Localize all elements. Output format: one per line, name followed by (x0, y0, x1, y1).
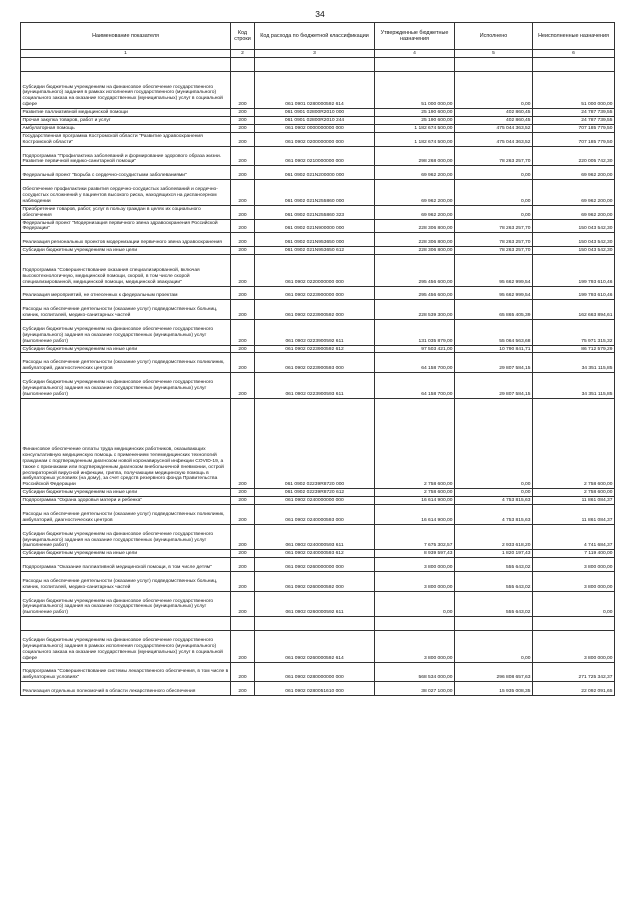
row-classification-cell: 061 0902 0223900592 000 (255, 300, 375, 320)
row-classification-cell: 061 0902 0240000593 612 (255, 550, 375, 558)
row-unexecuted-cell: 150 043 542,30 (533, 219, 615, 233)
row-name-cell: Субсидии бюджетным учреждениям на иные цели (21, 550, 231, 558)
budget-execution-table (20, 22, 615, 696)
row-executed-cell: 555 643,02 (455, 558, 533, 572)
row-approved-cell: 295 456 600,00 (375, 286, 455, 300)
row-approved-cell: 2 758 600,00 (375, 398, 455, 489)
row-classification-cell: 061 0902 021N200000 000 (255, 166, 375, 180)
row-line-code-cell: 200 (231, 124, 255, 132)
row-unexecuted-cell: 150 043 542,30 (533, 233, 615, 247)
row-line-code-cell: 200 (231, 345, 255, 353)
row-unexecuted-cell: 24 787 739,55 (533, 109, 615, 117)
row-classification-cell: 061 0902 0223900592 612 (255, 345, 375, 353)
row-executed-cell: 78 263 257,70 (455, 247, 533, 255)
table-row (21, 124, 615, 132)
row-line-code-cell: 200 (231, 398, 255, 489)
table-row (21, 558, 615, 572)
row-name-cell (21, 617, 231, 631)
row-line-code-cell: 200 (231, 682, 255, 696)
table-row (21, 233, 615, 247)
row-unexecuted-cell: 86 712 579,29 (533, 345, 615, 353)
row-classification-cell: 061 0902 0240000593 611 (255, 524, 375, 550)
row-name-cell: Субсидии бюджетным учреждениям на финансовое обеспечение государственного (муниципального) задания на оказание государственных (муниципальных) услуг (выполнение работ) (21, 591, 231, 617)
row-name-cell: Субсидии бюджетным учреждениям на финансовое обеспечение государственного (муниципального) задания в рамках исполнения государственного (муниципального) социального заказа на оказание государственных (муниципальных) услуг в социальной сфере (21, 71, 231, 108)
row-approved-cell: 298 268 000,00 (375, 146, 455, 166)
row-name-cell: Подпрограмма "Совершенствование системы лекарственного обеспечения, в том числе в амбулаторных условиях" (21, 662, 231, 682)
row-approved-cell (375, 617, 455, 631)
row-name-cell: Финансовое обеспечение оплаты труда медицинских работников, оказывающих консультативную медицинскую помощь с применением телемедицинских технологий гражданам с подтвержденным диагнозом новой коронавирусной инфекции COVID-19, а также с признаками или подтвержденным диагнозом внебольничной пневмонии, острой респираторной вирусной инфекции, гриппа, получающим медицинскую помощь в амбулаторных условиях (на дому), за счет средств резервного фонда Правительства Российской Федерации (21, 398, 231, 489)
row-classification-cell: 061 0902 02239R8720 000 (255, 398, 375, 489)
row-executed-cell: 55 064 563,68 (455, 320, 533, 346)
row-line-code-cell: 200 (231, 505, 255, 525)
row-classification-cell: 061 0902 021N953650 612 (255, 247, 375, 255)
row-executed-cell: 475 044 363,52 (455, 132, 533, 146)
row-approved-cell: 69 962 200,00 (375, 166, 455, 180)
row-name-cell: Субсидии бюджетным учреждениям на иные цели (21, 345, 231, 353)
header-unexecuted: Неисполненные назначения (533, 23, 615, 50)
table-body (21, 58, 615, 696)
row-line-code-cell: 200 (231, 219, 255, 233)
row-classification-cell: 061 0902 0280000000 000 (255, 662, 375, 682)
row-classification-cell (255, 617, 375, 631)
row-executed-cell: 296 808 657,63 (455, 662, 533, 682)
row-approved-cell: 228 306 800,00 (375, 233, 455, 247)
column-number: 3 (255, 50, 375, 58)
row-unexecuted-cell: 3 800 000,00 (533, 572, 615, 592)
row-approved-cell: 51 000 000,00 (375, 71, 455, 108)
row-executed-cell: 78 263 257,70 (455, 233, 533, 247)
row-name-cell: Прочая закупка товаров, работ и услуг (21, 117, 231, 125)
row-name-cell: Федеральный проект "Борьба с сердечно-сосудистыми заболеваниями" (21, 166, 231, 180)
row-unexecuted-cell: 707 185 779,50 (533, 124, 615, 132)
row-unexecuted-cell: 3 800 000,00 (533, 631, 615, 663)
row-name-cell: Субсидии бюджетным учреждениям на финансовое обеспечение государственного (муниципального) задания в рамках исполнения государственного (муниципального) социального заказа на оказание государственных (муниципальных) услуг в социальной сфере (21, 631, 231, 663)
table-row (21, 662, 615, 682)
row-unexecuted-cell: 707 185 779,50 (533, 132, 615, 146)
row-line-code-cell: 200 (231, 180, 255, 206)
column-number: 4 (375, 50, 455, 58)
row-unexecuted-cell: 199 793 610,46 (533, 255, 615, 287)
column-number: 2 (231, 50, 255, 58)
row-classification-cell: 061 0901 02800R2010 244 (255, 117, 375, 125)
row-approved-cell: 64 158 700,00 (375, 353, 455, 373)
row-line-code-cell: 200 (231, 373, 255, 399)
table-row (21, 255, 615, 287)
table-row (21, 109, 615, 117)
table-row (21, 132, 615, 146)
row-line-code-cell: 200 (231, 205, 255, 219)
row-name-cell: Субсидии бюджетным учреждениям на финансовое обеспечение государственного (муниципального) задания на оказание государственных (муниципальных) услуг (выполнение работ) (21, 373, 231, 399)
row-executed-cell: 65 865 405,39 (455, 300, 533, 320)
row-line-code-cell: 200 (231, 572, 255, 592)
row-name-cell: Реализация мероприятий, не отнесенных к федеральным проектам (21, 286, 231, 300)
table-row (21, 591, 615, 617)
table-row (21, 682, 615, 696)
row-line-code-cell: 200 (231, 247, 255, 255)
row-executed-cell: 95 662 999,54 (455, 255, 533, 287)
column-number: 1 (21, 50, 231, 58)
row-line-code-cell: 200 (231, 109, 255, 117)
row-line-code-cell: 200 (231, 591, 255, 617)
row-executed-cell: 402 860,45 (455, 117, 533, 125)
row-executed-cell: 1 820 197,43 (455, 550, 533, 558)
header-executed: Исполнено (455, 23, 533, 50)
column-number: 6 (533, 50, 615, 58)
row-approved-cell: 16 614 900,00 (375, 497, 455, 505)
table-row (21, 146, 615, 166)
row-line-code-cell: 200 (231, 353, 255, 373)
row-unexecuted-cell: 7 119 400,00 (533, 550, 615, 558)
row-unexecuted-cell: 4 741 684,37 (533, 524, 615, 550)
row-line-code-cell (231, 617, 255, 631)
table-row (21, 489, 615, 497)
row-line-code-cell: 200 (231, 286, 255, 300)
row-classification-cell: 061 0901 0280000592 614 (255, 71, 375, 108)
row-approved-cell: 7 675 302,57 (375, 524, 455, 550)
page-number: 34 (315, 9, 325, 19)
row-approved-cell: 8 939 597,43 (375, 550, 455, 558)
row-executed-cell: 29 807 584,15 (455, 353, 533, 373)
row-unexecuted-cell: 220 005 742,30 (533, 146, 615, 166)
row-approved-cell: 1 182 674 500,00 (375, 132, 455, 146)
row-line-code-cell: 200 (231, 300, 255, 320)
table-row (21, 550, 615, 558)
row-classification-cell: 061 0902 0280051610 000 (255, 682, 375, 696)
row-name-cell: Подпрограмма "Совершенствование оказания специализированной, включая высокотехнологичную, медицинской помощи, скорой, в том числе скорой специализированной, медицинской помощи, медицинской эвакуации" (21, 255, 231, 287)
row-name-cell: Субсидии бюджетным учреждениям на финансовое обеспечение государственного (муниципального) задания на оказание государственных (муниципальных) услуг (выполнение работ) (21, 320, 231, 346)
row-classification-cell: 061 0902 0240000000 000 (255, 497, 375, 505)
row-approved-cell: 228 539 300,00 (375, 300, 455, 320)
row-approved-cell: 97 503 421,00 (375, 345, 455, 353)
row-unexecuted-cell: 69 962 200,00 (533, 180, 615, 206)
row-line-code-cell: 200 (231, 233, 255, 247)
row-classification-cell: 061 0902 021N953650 000 (255, 233, 375, 247)
row-approved-cell: 568 534 000,00 (375, 662, 455, 682)
row-classification-cell: 061 0902 0210000000 000 (255, 146, 375, 166)
row-executed-cell: 78 263 257,70 (455, 219, 533, 233)
row-unexecuted-cell: 51 000 000,00 (533, 71, 615, 108)
table-row (21, 320, 615, 346)
row-name-cell: Расходы на обеспечение деятельности (оказание услуг) подведомственных поликлиник, амбулаторий, диагностических центров (21, 353, 231, 373)
row-approved-cell: 228 306 800,00 (375, 219, 455, 233)
row-line-code-cell: 200 (231, 166, 255, 180)
row-line-code-cell: 200 (231, 524, 255, 550)
row-classification-cell: 061 0902 0000000000 000 (255, 124, 375, 132)
row-name-cell: Подпрограмма "Охрана здоровья матери и ребенка" (21, 497, 231, 505)
row-executed-cell: 0,00 (455, 205, 533, 219)
table-row (21, 524, 615, 550)
row-name-cell: Расходы на обеспечение деятельности (оказание услуг) подведомственных больниц, клиник, госпиталей, медико-санитарных частей (21, 572, 231, 592)
table-row (21, 617, 615, 631)
row-unexecuted-cell (533, 617, 615, 631)
table-row (21, 572, 615, 592)
table-row (21, 166, 615, 180)
row-classification-cell: 061 0902 0200000000 000 (255, 132, 375, 146)
row-approved-cell: 3 800 000,00 (375, 572, 455, 592)
row-name-cell: Реализация отдельных полномочий в области лекарственного обеспечения (21, 682, 231, 696)
table-row (21, 497, 615, 505)
table-row (21, 205, 615, 219)
row-unexecuted-cell: 11 861 084,37 (533, 497, 615, 505)
row-executed-cell: 95 662 999,54 (455, 286, 533, 300)
row-executed-cell: 555 643,02 (455, 591, 533, 617)
row-unexecuted-cell: 75 971 315,32 (533, 320, 615, 346)
table-row (21, 505, 615, 525)
table-row (21, 58, 615, 72)
row-name-cell: Субсидии бюджетным учреждениям на иные цели (21, 489, 231, 497)
row-unexecuted-cell: 0,00 (533, 591, 615, 617)
table-row (21, 117, 615, 125)
row-name-cell: Развитие паллиативной медицинской помощи (21, 109, 231, 117)
row-classification-cell: 061 0902 021N900000 000 (255, 219, 375, 233)
row-classification-cell: 061 0902 0260000592 614 (255, 631, 375, 663)
row-executed-cell (455, 58, 533, 72)
row-executed-cell: 29 807 584,15 (455, 373, 533, 399)
row-name-cell: Приобретение товаров, работ, услуг в пользу граждан в целях их социального обеспечения (21, 205, 231, 219)
row-line-code-cell: 200 (231, 71, 255, 108)
row-classification-cell: 061 0902 0260000592 000 (255, 572, 375, 592)
table-row (21, 219, 615, 233)
row-classification-cell: 061 0902 0223900593 000 (255, 353, 375, 373)
row-line-code-cell: 200 (231, 497, 255, 505)
row-classification-cell: 061 0901 02800R2010 000 (255, 109, 375, 117)
row-executed-cell: 0,00 (455, 398, 533, 489)
row-unexecuted-cell: 199 793 610,46 (533, 286, 615, 300)
row-line-code-cell: 200 (231, 550, 255, 558)
row-unexecuted-cell: 2 758 600,00 (533, 489, 615, 497)
row-name-cell (21, 58, 231, 72)
row-line-code-cell: 200 (231, 489, 255, 497)
row-unexecuted-cell (533, 58, 615, 72)
row-classification-cell: 061 0902 02239R8720 612 (255, 489, 375, 497)
row-executed-cell: 0,00 (455, 180, 533, 206)
row-name-cell: Реализация региональных проектов модернизации первичного звена здравоохранения (21, 233, 231, 247)
table-row (21, 398, 615, 489)
header-line-code: Код строки (231, 23, 255, 50)
row-approved-cell: 2 758 600,00 (375, 489, 455, 497)
row-classification-cell: 061 0902 0223900592 611 (255, 320, 375, 346)
row-line-code-cell: 200 (231, 132, 255, 146)
row-name-cell: Государственная программа Костромской области "Развитие здравоохранения Костромской области" (21, 132, 231, 146)
row-executed-cell: 402 860,45 (455, 109, 533, 117)
row-classification-cell: 061 0902 0260000592 611 (255, 591, 375, 617)
row-line-code-cell: 200 (231, 558, 255, 572)
row-line-code-cell (231, 58, 255, 72)
row-executed-cell: 0,00 (455, 631, 533, 663)
table-row (21, 353, 615, 373)
row-approved-cell: 64 158 700,00 (375, 373, 455, 399)
header-indicator-name: Наименование показателя (21, 23, 231, 50)
row-executed-cell: 555 643,02 (455, 572, 533, 592)
row-approved-cell: 16 614 900,00 (375, 505, 455, 525)
row-classification-cell: 061 0902 0223900593 611 (255, 373, 375, 399)
row-classification-cell: 061 0902 0223900000 000 (255, 286, 375, 300)
row-approved-cell: 0,00 (375, 591, 455, 617)
row-unexecuted-cell: 3 800 000,00 (533, 558, 615, 572)
row-approved-cell: 295 456 600,00 (375, 255, 455, 287)
row-name-cell: Подпрограмма "Оказание паллиативной медицинской помощи, в том числе детям" (21, 558, 231, 572)
row-line-code-cell: 200 (231, 117, 255, 125)
row-name-cell: Расходы на обеспечение деятельности (оказание услуг) подведомственных поликлиник, амбулаторий, диагностических центров (21, 505, 231, 525)
row-unexecuted-cell: 34 351 115,85 (533, 373, 615, 399)
row-executed-cell: 4 753 815,63 (455, 505, 533, 525)
row-executed-cell: 10 790 841,71 (455, 345, 533, 353)
table-row (21, 373, 615, 399)
table-row (21, 180, 615, 206)
row-executed-cell: 0,00 (455, 166, 533, 180)
row-approved-cell: 38 027 100,00 (375, 682, 455, 696)
row-unexecuted-cell: 34 351 115,85 (533, 353, 615, 373)
table-row (21, 345, 615, 353)
row-unexecuted-cell: 69 962 200,00 (533, 166, 615, 180)
row-unexecuted-cell: 11 861 084,37 (533, 505, 615, 525)
row-line-code-cell: 200 (231, 662, 255, 682)
row-unexecuted-cell: 24 787 739,55 (533, 117, 615, 125)
row-executed-cell: 0,00 (455, 71, 533, 108)
row-executed-cell: 4 753 815,63 (455, 497, 533, 505)
row-executed-cell: 475 044 363,52 (455, 124, 533, 132)
row-classification-cell: 061 0902 021N255860 000 (255, 180, 375, 206)
row-classification-cell: 061 0902 0260000000 000 (255, 558, 375, 572)
row-executed-cell: 15 935 008,35 (455, 682, 533, 696)
table-row (21, 300, 615, 320)
column-number: 5 (455, 50, 533, 58)
row-approved-cell: 3 800 000,00 (375, 631, 455, 663)
row-line-code-cell: 200 (231, 255, 255, 287)
row-name-cell: Субсидии бюджетным учреждениям на иные цели (21, 247, 231, 255)
header-approved: Утвержденные бюджетные назначения (375, 23, 455, 50)
row-classification-cell (255, 58, 375, 72)
row-name-cell: Расходы на обеспечение деятельности (оказание услуг) подведомственных больниц, клиник, госпиталей, медико-санитарных частей (21, 300, 231, 320)
row-approved-cell: 228 306 800,00 (375, 247, 455, 255)
row-unexecuted-cell: 2 758 600,00 (533, 398, 615, 489)
row-name-cell: Подпрограмма "Профилактика заболеваний и формирование здорового образа жизни. Развитие первичной медико-санитарной помощи" (21, 146, 231, 166)
row-approved-cell: 3 800 000,00 (375, 558, 455, 572)
header-budget-classification: Код расхода по бюджетной классификации (255, 23, 375, 50)
row-name-cell: Федеральный проект "Модернизация первичного звена здравоохранения Российской Федерации" (21, 219, 231, 233)
table-header-row (21, 23, 615, 50)
table-row (21, 286, 615, 300)
row-classification-cell: 061 0902 0220000000 000 (255, 255, 375, 287)
row-classification-cell: 061 0902 0240000593 000 (255, 505, 375, 525)
row-executed-cell: 0,00 (455, 489, 533, 497)
row-classification-cell: 061 0902 021N255860 323 (255, 205, 375, 219)
row-executed-cell: 78 263 257,70 (455, 146, 533, 166)
row-unexecuted-cell: 271 725 342,37 (533, 662, 615, 682)
table-row (21, 247, 615, 255)
row-executed-cell (455, 617, 533, 631)
row-name-cell: Субсидии бюджетным учреждениям на финансовое обеспечение государственного (муниципального) задания на оказание государственных (муниципальных) услуг (выполнение работ) (21, 524, 231, 550)
column-number-row (21, 50, 615, 58)
row-unexecuted-cell: 162 663 894,61 (533, 300, 615, 320)
row-unexecuted-cell: 22 092 091,65 (533, 682, 615, 696)
row-approved-cell: 25 190 600,00 (375, 117, 455, 125)
row-line-code-cell: 200 (231, 631, 255, 663)
row-line-code-cell: 200 (231, 146, 255, 166)
row-unexecuted-cell: 69 962 200,00 (533, 205, 615, 219)
row-line-code-cell: 200 (231, 320, 255, 346)
row-approved-cell: 1 182 674 500,00 (375, 124, 455, 132)
row-approved-cell: 69 962 200,00 (375, 205, 455, 219)
row-approved-cell: 69 962 200,00 (375, 180, 455, 206)
row-unexecuted-cell: 150 043 542,30 (533, 247, 615, 255)
row-name-cell: Обеспечение профилактики развития сердечно-сосудистых заболеваний и сердечно-сосудистых осложнений у пациентов высокого риска, находящихся на диспансерном наблюдении (21, 180, 231, 206)
row-approved-cell: 25 190 600,00 (375, 109, 455, 117)
table-row (21, 631, 615, 663)
row-executed-cell: 2 933 618,20 (455, 524, 533, 550)
row-approved-cell: 131 035 879,00 (375, 320, 455, 346)
row-approved-cell (375, 58, 455, 72)
row-name-cell: Амбулаторная помощь (21, 124, 231, 132)
table-row (21, 71, 615, 108)
